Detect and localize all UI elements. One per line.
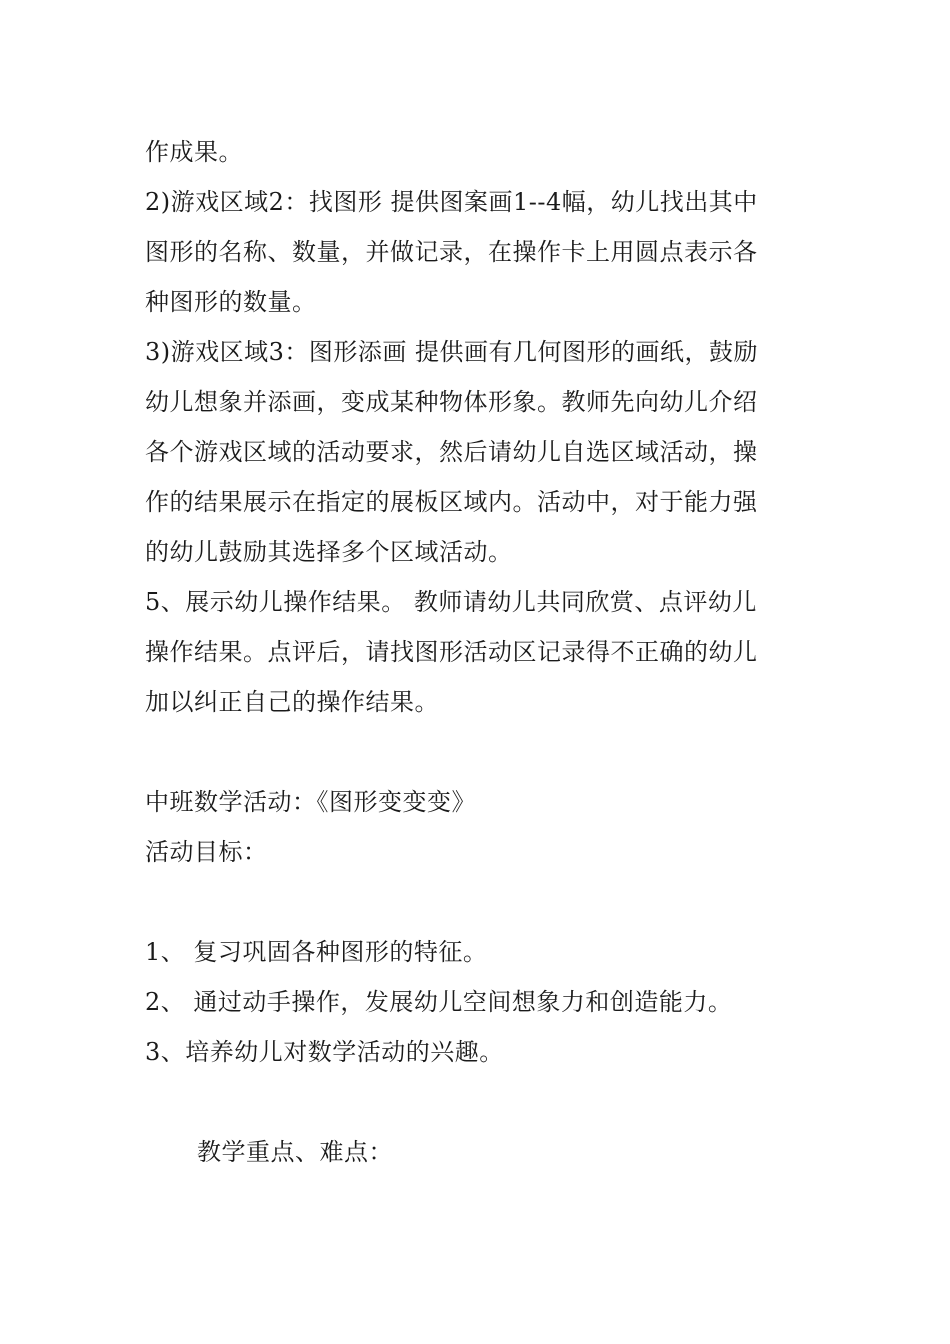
text-line: 操作结果。点评后，请找图形活动区记录得不正确的幼儿 — [145, 638, 758, 666]
text-line: 3)游戏区域3：图形添画 提供画有几何图形的画纸，鼓励 — [145, 338, 759, 366]
text-line: 种图形的数量。 — [145, 288, 317, 316]
text-line: 作成果。 — [145, 138, 243, 166]
text-line: 幼儿想象并添画，变成某种物体形象。教师先向幼儿介绍 — [145, 388, 758, 416]
text-line: 的幼儿鼓励其选择多个区域活动。 — [145, 538, 513, 566]
text-line: 2)游戏区域2：找图形 提供图案画1--4幅，幼儿找出其中 — [145, 188, 758, 216]
text-line: 各个游戏区域的活动要求，然后请幼儿自选区域活动，操 — [145, 438, 758, 466]
objective-item: 3、培养幼儿对数学活动的兴趣。 — [145, 1038, 504, 1066]
section-title: 中班数学活动：《图形变变变》 — [145, 788, 476, 816]
key-points-heading: 教学重点、难点： — [197, 1138, 393, 1166]
text-line: 5、展示幼儿操作结果。 教师请幼儿共同欣赏、点评幼儿 — [145, 588, 757, 616]
text-line: 加以纠正自己的操作结果。 — [145, 688, 439, 716]
objectives-heading: 活动目标： — [145, 838, 268, 866]
text-line: 作的结果展示在指定的展板区域内。活动中，对于能力强 — [145, 488, 758, 516]
objective-item: 1、 复习巩固各种图形的特征。 — [145, 938, 488, 966]
text-line: 图形的名称、数量，并做记录，在操作卡上用圆点表示各 — [145, 238, 758, 266]
objective-item: 2、 通过动手操作，发展幼儿空间想象力和创造能力。 — [145, 988, 733, 1016]
